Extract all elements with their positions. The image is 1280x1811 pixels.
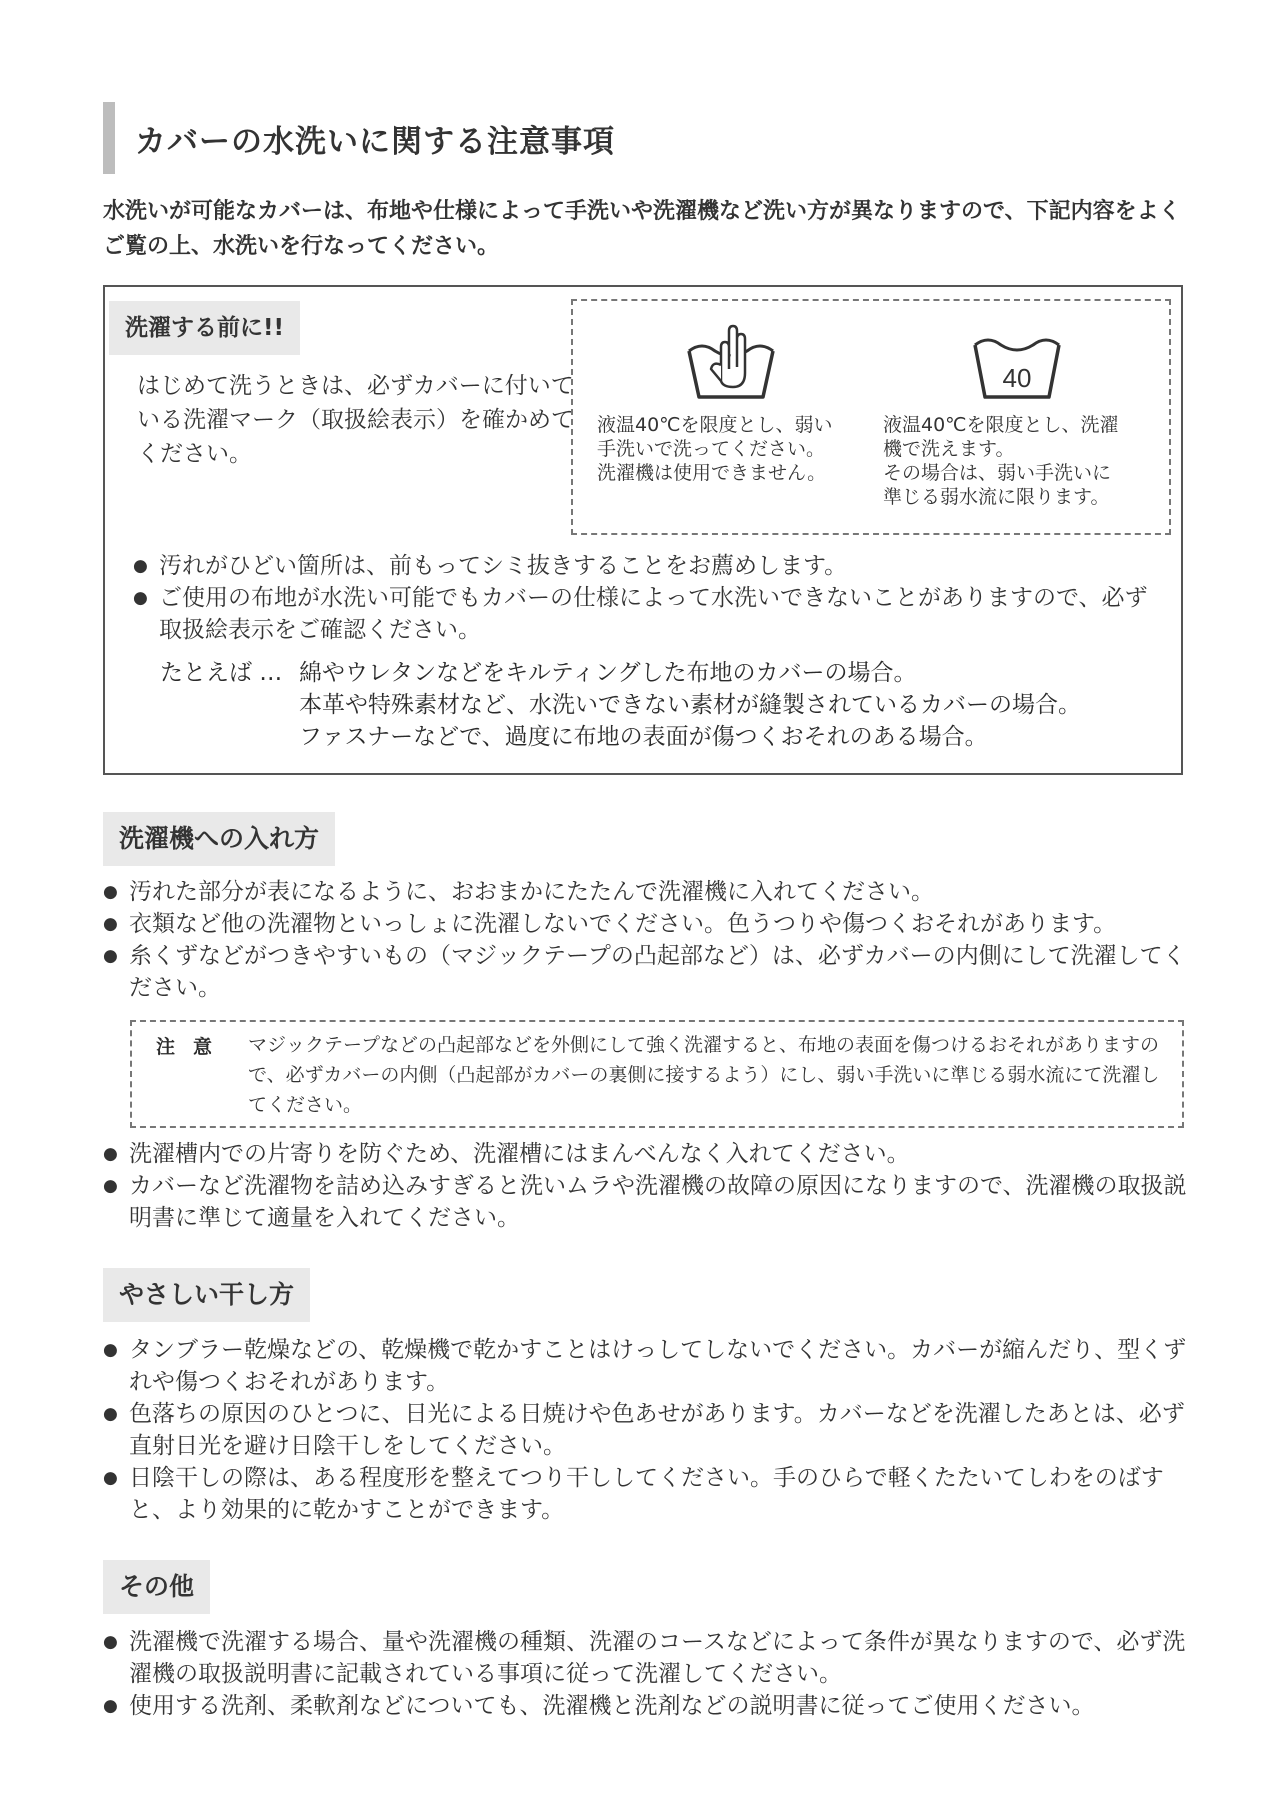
list-item: ● タンブラー乾燥などの、乾燥機で乾かすことはけっしてしないでください。カバーが縮んだり、型くずれや傷つくおそれがあります。 [103,1334,1188,1398]
wash-40-icon [971,321,1063,403]
wash-40-caption: 液温40℃を限度とし、洗濯 機で洗えます。 その場合は、弱い手洗いに 準じる弱水流に限ります。 [883,414,1119,508]
machine-heading: 洗濯機への入れ方 [103,812,335,866]
example-item: ファスナーなどで、過度に布地の表面が傷つくおそれのある場合。 [299,724,988,750]
caution-label: 注意 [156,1036,231,1058]
list-item: ● ご使用の布地が水洗い可能でもカバーの仕様によって水洗いできないことがありますので、必ず取扱絵表示をご確認ください。 [133,582,1153,646]
care-symbols-box [571,299,1171,535]
caution-note-box [130,1020,1184,1128]
page-title-block [103,102,615,174]
before-washing-bullets [133,550,1153,646]
list-item: ● 汚れた部分が表になるように、おおまかにたたんで洗濯機に入れてください。 [103,876,1188,908]
other-bullets [103,1626,1188,1722]
list-item: ● 洗濯槽内での片寄りを防ぐため、洗濯槽にはまんべんなく入れてください。 [103,1138,1188,1170]
page-title: カバーの水洗いに関する注意事項 [135,123,615,160]
wash-40-number: 40 [1002,363,1032,393]
list-item: ● 色落ちの原因のひとつに、日光による日焼けや色あせがあります。カバーなどを洗濯したあとは、必ず直射日光を避け日陰干しをしてください。 [103,1398,1188,1462]
list-item: ● 洗濯機で洗濯する場合、量や洗濯機の種類、洗濯のコースなどによって条件が異なりますので、必ず洗濯機の取扱説明書に記載されている事項に従って洗濯してください。 [103,1626,1188,1690]
hand-wash-caption: 液温40℃を限度とし、弱い 手洗いで洗ってください。 洗濯機は使用できません。 [597,414,833,484]
machine-bullets [103,876,1188,1004]
example-item: 本革や特殊素材など、水洗いできない素材が縫製されているカバーの場合。 [299,692,1081,718]
before-washing-box [103,285,1183,775]
before-washing-heading: 洗濯する前に!! [109,301,300,355]
other-heading: その他 [103,1560,210,1614]
title-accent-bar [103,102,115,174]
example-list [299,657,1159,753]
drying-heading: やさしい干し方 [103,1268,310,1322]
caution-text: マジックテープなどの凸起部などを外側にして強く洗濯すると、布地の表面を傷つけるおそれがありますので、必ずカバーの内側（凸起部がカバーの裏側に接するよう）にし、弱い手洗いに準じる弱水流にて洗濯してください。 [248,1034,1160,1116]
list-item: ● 衣類など他の洗濯物といっしょに洗濯しないでください。色うつりや傷つくおそれがあります。 [103,908,1188,940]
example-item: 綿やウレタンなどをキルティングした布地のカバーの場合。 [299,660,917,686]
intro-text: 水洗いが可能なカバーは、布地や仕様によって手洗いや洗濯機など洗い方が異なりますので、下記内容をよくご覧の上、水洗いを行なってください。 [103,199,1181,259]
drying-bullets [103,1334,1188,1526]
hand-wash-icon [685,321,777,403]
list-item: ● 使用する洗剤、柔軟剤などについても、洗濯機と洗剤などの説明書に従ってご使用ください。 [103,1690,1188,1722]
list-item: ● 汚れがひどい箇所は、前もってシミ抜きすることをお薦めします。 [133,550,1153,582]
machine-bullets-after [103,1138,1188,1234]
before-washing-text: はじめて洗うときは、必ずカバーに付いている洗濯マーク（取扱絵表示）を確かめてください。 [137,373,574,467]
list-item: ● 糸くずなどがつきやすいもの（マジックテープの凸起部など）は、必ずカバーの内側にして洗濯してください。 [103,940,1188,1004]
example-label: たとえば … [160,660,283,686]
list-item: ● カバーなど洗濯物を詰め込みすぎると洗いムラや洗濯機の故障の原因になりますので、洗濯機の取扱説明書に準じて適量を入れてください。 [103,1170,1188,1234]
list-item: ● 日陰干しの際は、ある程度形を整えてつり干ししてください。手のひらで軽くたたいてしわをのばすと、より効果的に乾かすことができます。 [103,1462,1188,1526]
